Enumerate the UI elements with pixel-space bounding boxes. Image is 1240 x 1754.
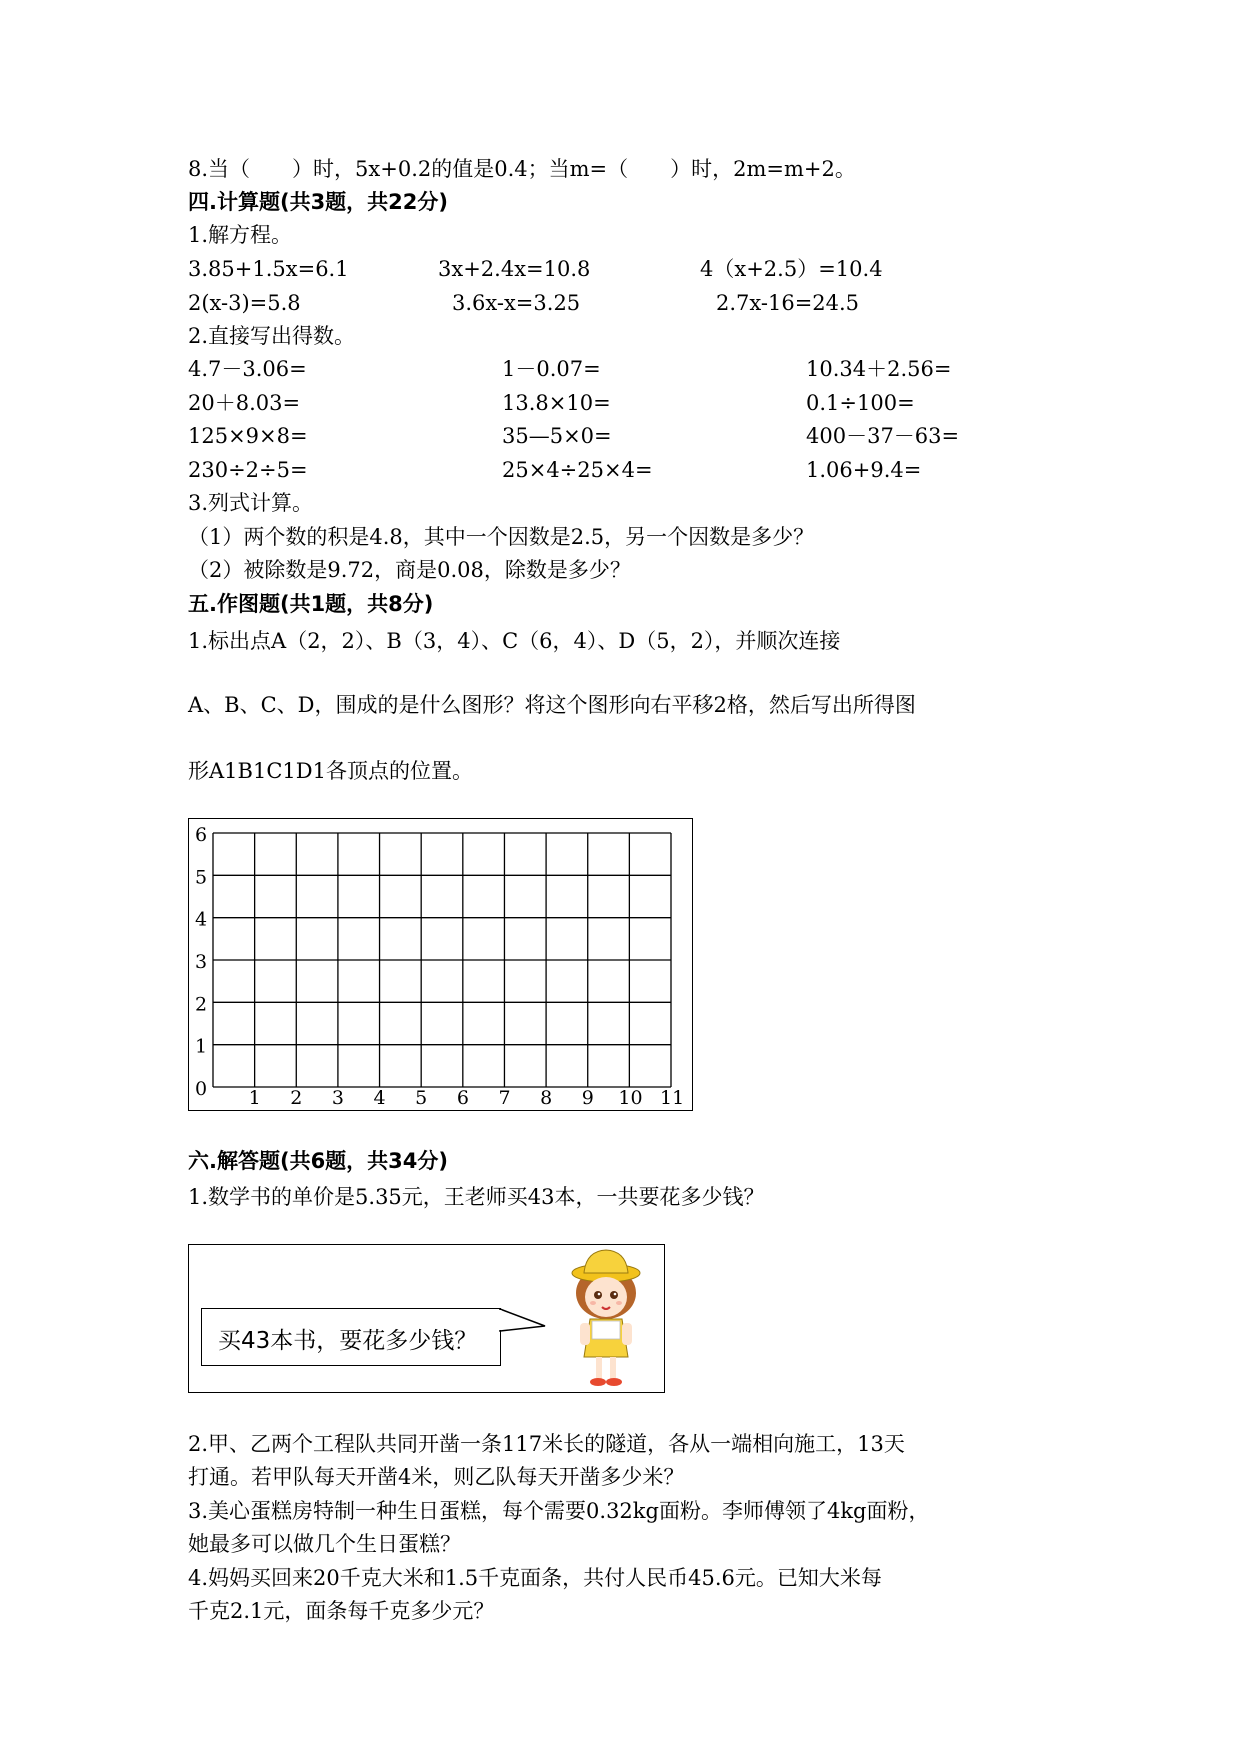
calc-item: 1.06+9.4=	[806, 458, 922, 482]
grid-svg	[189, 819, 692, 1110]
y-axis-label: 3	[195, 951, 208, 973]
calc-item: 13.8×10=	[502, 391, 611, 415]
q6-1: 1.数学书的单价是5.35元，王老师买43本，一共要花多少钱？	[188, 1185, 765, 1209]
q4-3-item: （1）两个数的积是4.8，其中一个因数是2.5，另一个因数是多少？	[188, 525, 815, 549]
calc-item: 35—5×0=	[502, 424, 612, 448]
x-axis-label: 11	[660, 1087, 685, 1109]
x-axis-label: 6	[456, 1087, 469, 1109]
q6-4-line: 4.妈妈买回来20千克大米和1.5千克面条，共付人民币45.6元。已知大米每	[188, 1566, 882, 1590]
equation: 3.85+1.5x=6.1	[188, 257, 349, 281]
x-axis-label: 1	[248, 1087, 261, 1109]
y-axis-label: 6	[195, 824, 208, 846]
q6-4-line: 千克2.1元，面条每千克多少元？	[188, 1599, 495, 1623]
y-axis-label: 2	[195, 993, 208, 1016]
q4-2-title: 2.直接写出得数。	[188, 324, 356, 348]
equation: 3x+2.4x=10.8	[438, 257, 591, 281]
calc-item: 0.1÷100=	[806, 391, 915, 415]
q4-3-item: （2）被除数是9.72，商是0.08，除数是多少？	[188, 558, 631, 582]
coordinate-grid	[188, 818, 693, 1111]
calc-item: 1－0.07=	[502, 357, 601, 381]
y-axis-label: 5	[195, 866, 208, 889]
illustration-box	[188, 1244, 665, 1393]
x-axis-label: 4	[373, 1087, 386, 1109]
y-axis-label: 4	[195, 908, 208, 931]
speech-bubble-text: 买43本书，要花多少钱？	[218, 1328, 478, 1354]
q4-3-title: 3.列式计算。	[188, 491, 314, 515]
q6-2-line: 2.甲、乙两个工程队共同开凿一条117米长的隧道，各从一端相向施工，13天	[188, 1432, 905, 1456]
calc-item: 400－37－63=	[806, 424, 960, 448]
q6-2-line: 打通。若甲队每天开凿4米，则乙队每天开凿多少米？	[188, 1465, 685, 1489]
x-axis-label: 7	[498, 1087, 511, 1109]
equation: 4（x+2.5）=10.4	[700, 257, 883, 281]
equation: 2.7x-16=24.5	[716, 291, 860, 315]
x-axis-label: 10	[618, 1087, 643, 1109]
x-axis-label: 2	[290, 1087, 303, 1109]
speech-bubble	[201, 1308, 501, 1366]
girl-illustration	[554, 1245, 654, 1392]
q5-line: 1.标出点A（2，2）、B（3，4）、C（6，4）、D（5，2），并顺次连接	[188, 629, 841, 653]
equation: 2(x-3)=5.8	[188, 291, 301, 315]
q5-line: A、B、C、D，围成的是什么图形？将这个图形向右平移2格，然后写出所得图	[188, 693, 916, 717]
calc-item: 25×4÷25×4=	[502, 458, 653, 482]
section-5-heading: 五.作图题(共1题，共8分)	[188, 592, 434, 616]
calc-item: 4.7－3.06=	[188, 357, 307, 381]
calc-item: 20＋8.03=	[188, 391, 301, 415]
x-axis-label: 8	[540, 1087, 553, 1109]
q5-line: 形A1B1C1D1各顶点的位置。	[188, 759, 473, 783]
q6-3-line: 她最多可以做几个生日蛋糕？	[188, 1532, 461, 1556]
equation: 3.6x-x=3.25	[452, 291, 581, 315]
question-8: 8.当（ ）时，5x+0.2的值是0.4；当m=（ ）时，2m=m+2。	[188, 157, 856, 181]
calc-item: 125×9×8=	[188, 424, 308, 448]
calc-item: 10.34＋2.56=	[806, 357, 952, 381]
calc-item: 230÷2÷5=	[188, 458, 308, 482]
y-axis-label: 1	[195, 1035, 208, 1058]
x-axis-label: 5	[415, 1087, 428, 1109]
section-6-heading: 六.解答题(共6题，共34分)	[188, 1149, 449, 1173]
section-4-heading: 四.计算题(共3题，共22分)	[188, 190, 449, 214]
x-axis-label: 9	[581, 1087, 594, 1109]
x-axis-label: 3	[331, 1087, 345, 1109]
q6-3-line: 3.美心蛋糕房特制一种生日蛋糕，每个需要0.32kg面粉。李师傅领了4kg面粉，	[188, 1499, 930, 1523]
q4-1-title: 1.解方程。	[188, 223, 293, 247]
y-axis-label: 0	[195, 1078, 208, 1100]
